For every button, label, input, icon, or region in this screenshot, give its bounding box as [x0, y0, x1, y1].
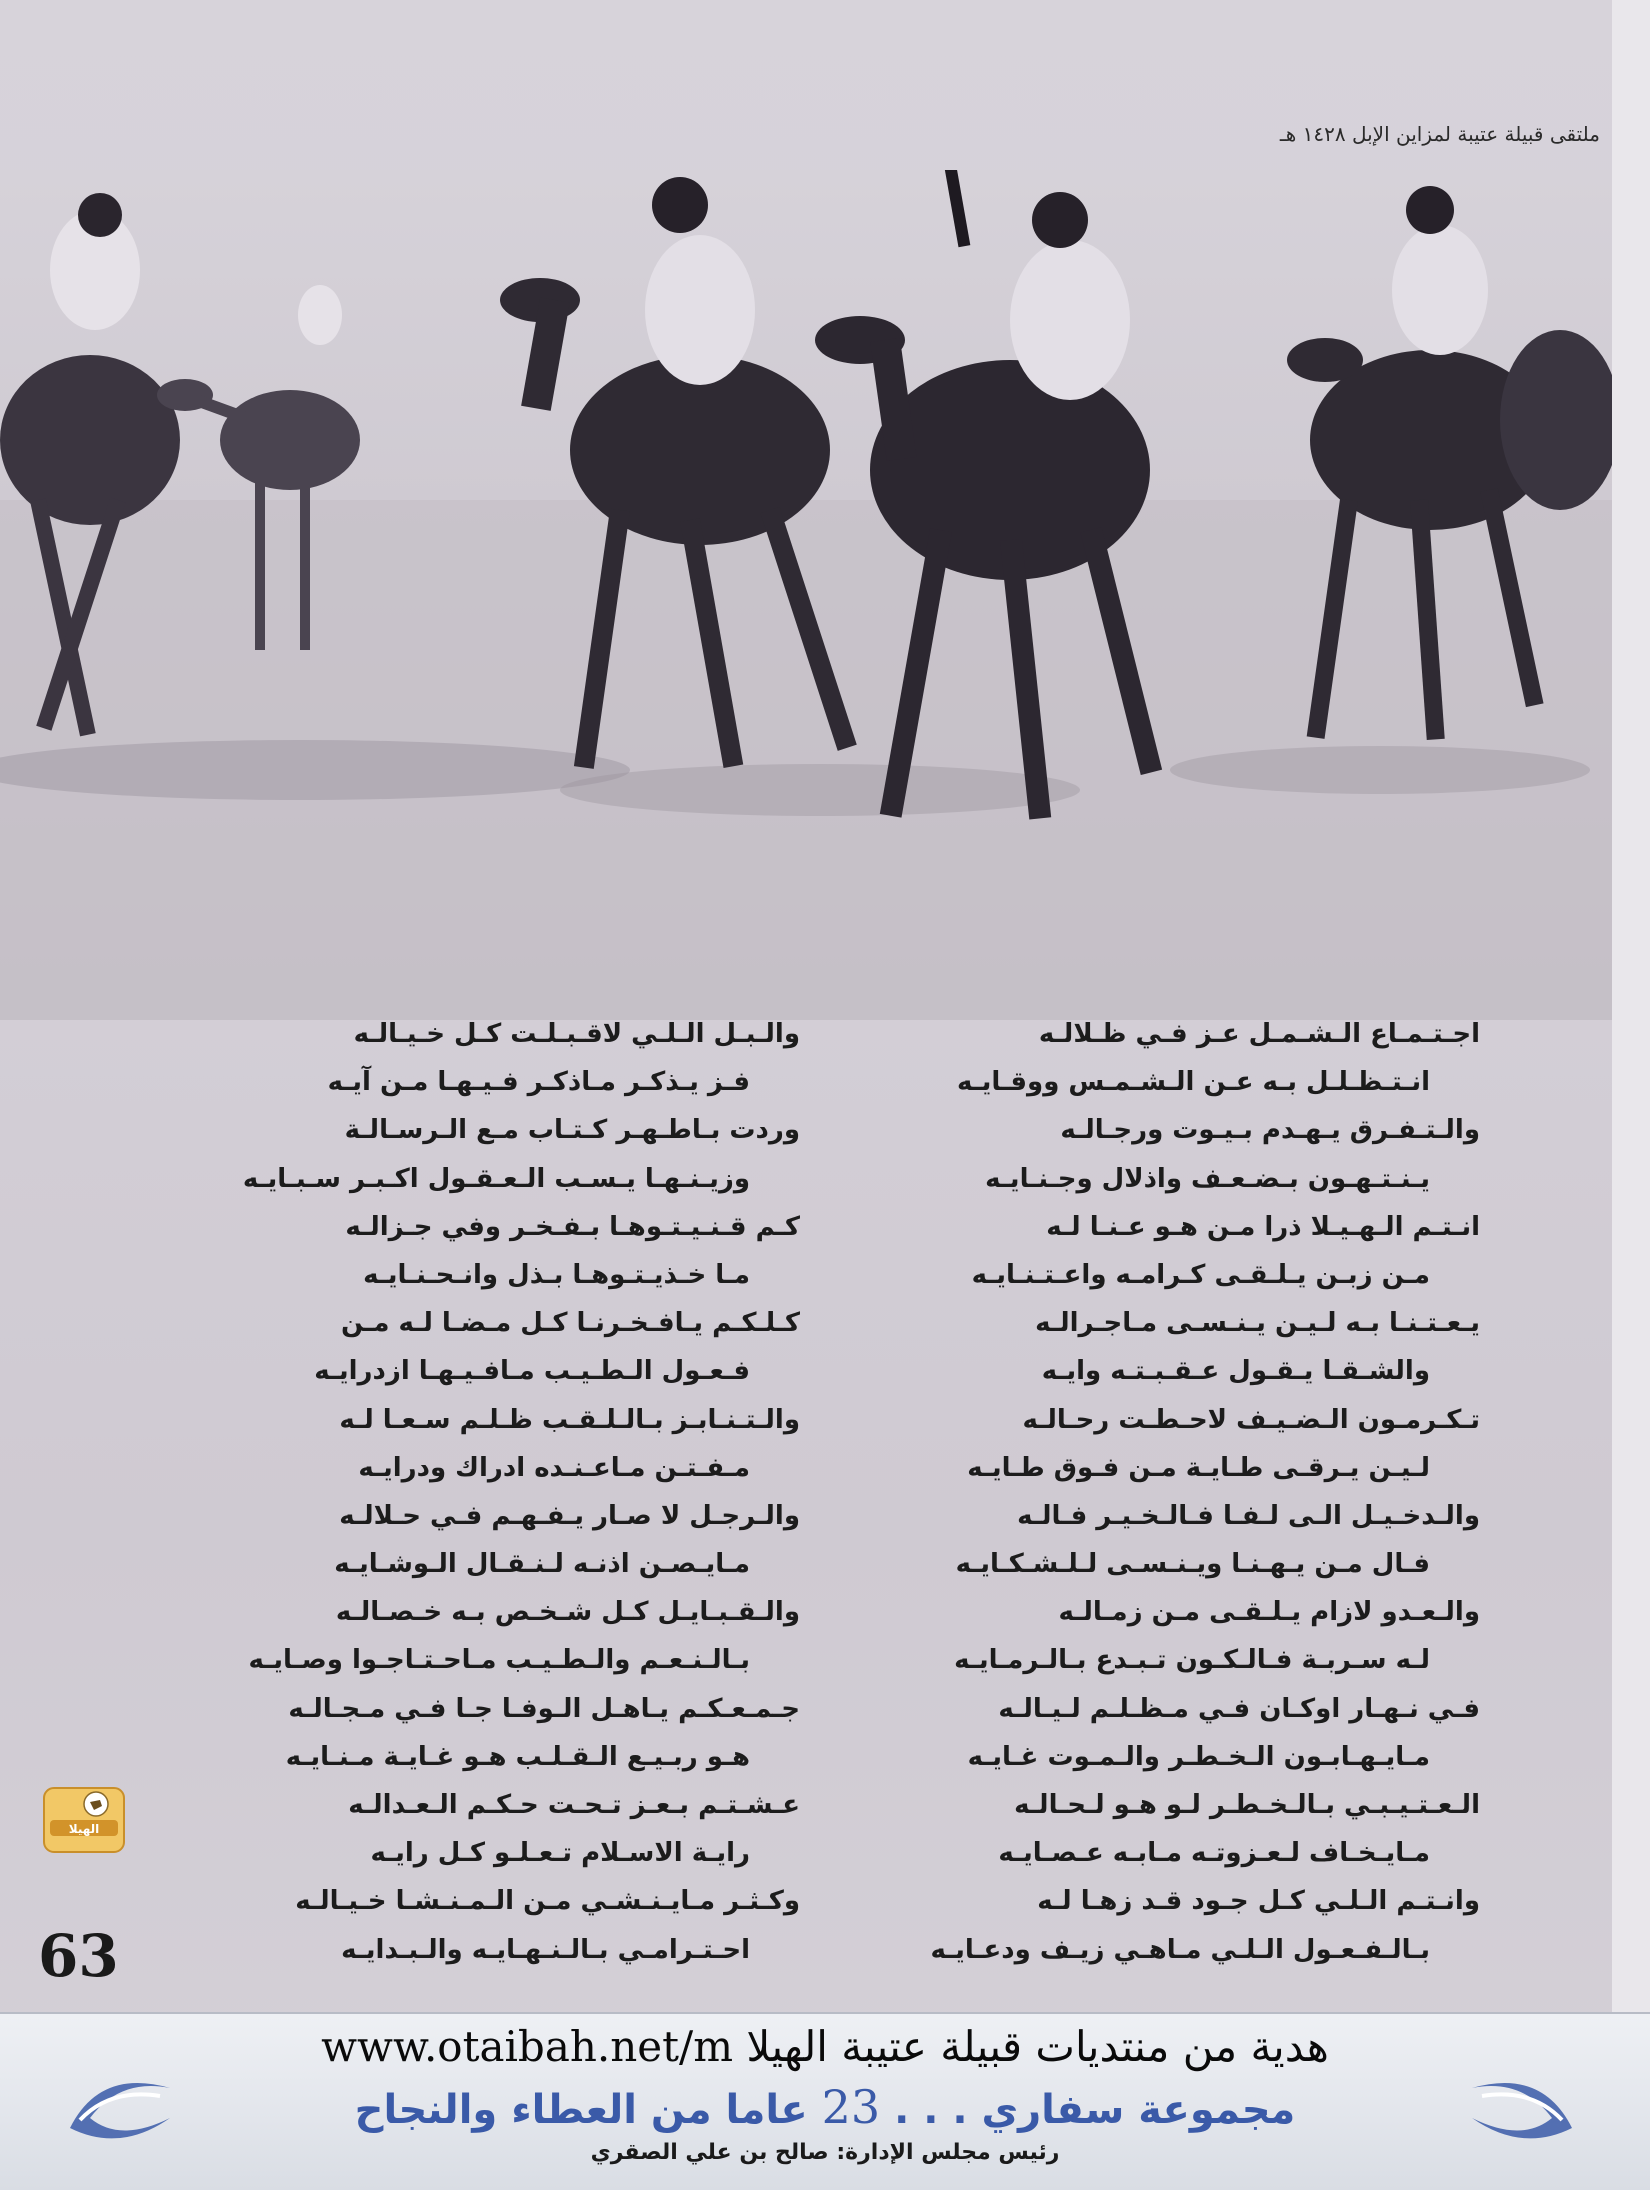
verse: فـي نـهـار اوكـان فـي مـظـلـم لـيـالـه — [998, 1693, 1480, 1724]
verse: مـايـخـاف لـعـزوتـه مـابـه عـصـايـه — [998, 1838, 1430, 1869]
verse: فـز يـذكـر مـاذكـر فـيـهـا مـن آيـه — [327, 1067, 750, 1098]
verse: والـرجـل لا صـار يـفـهـم فـي حـلالـه — [339, 1500, 800, 1531]
verse: مـن زبـن يـلـقـى كـرامـه واعـتـنـايـه — [971, 1259, 1430, 1290]
verse: والشـقـا يـقـول عـقـبـتـه وايـه — [1041, 1356, 1430, 1387]
verse: والـبـل الـلـي لاقـبـلـت كـل خـيـالـه — [353, 1019, 800, 1049]
verse: انـتـظـلـل بـه عـن الـشـمـس ووقـايـه — [956, 1067, 1430, 1098]
verse: لـيـن يـرقـى طـايـة مـن فـوق طـايـه — [967, 1452, 1430, 1483]
verse: احـتـرامـي بـالـنـهـايـه والـبـدايـه — [341, 1934, 750, 1965]
verse: وردت بـاطـهـر كـتـاب مـع الـرسـالـة — [344, 1115, 800, 1146]
verse: وانـتـم الـلـي كـل جـود قـد زهـا لـه — [1037, 1886, 1480, 1917]
verse: كـلـكـم يـافـخـرنـا كـل مـضـا لـه مـن — [341, 1308, 800, 1339]
verse: هـو ربـيـع الـقـلـب هـو غـايـة مـنـايـه — [285, 1741, 750, 1772]
page-right-margin — [1612, 0, 1650, 2188]
verse: والـتـنـابـز بـالـلـقـب ظـلـم سـعـا لـه — [339, 1404, 800, 1435]
verse: جـمـعـكـم يـاهـل الـوفـا جـا فـي مـجـالـه — [288, 1693, 800, 1724]
footer-website-line: www.otaibah.net/m هدية من منتديات قبيلة عتيبة الهيلا — [321, 2022, 1329, 2071]
poem-right-column — [830, 1010, 1480, 1974]
verse: مـا خـذيـتـوهـا بـذل وانـحـنـايـه — [363, 1259, 750, 1290]
footer-chairman: رئيس مجلس الإدارة: صالح بن علي الصقري — [590, 2140, 1060, 2165]
slogan-before: مجموعة سفاري . . . — [894, 2087, 1296, 2133]
verse: مـايـهـابـون الـخـطـر والـمـوت غـايـه — [967, 1741, 1430, 1772]
verse: فـعـول الـطـيـب مـافـيـهـا ازدرايـه — [314, 1356, 750, 1387]
verse: بـالـفـعـول الـلـي مـاهـي زيـف ودعـايـه — [930, 1934, 1430, 1965]
verse: يـنـتـهـون بـضـعـف واذلال وجـنـايـه — [985, 1163, 1430, 1194]
verse: رايـة الاسـلام تـعـلـو كـل رايـه — [370, 1838, 750, 1869]
verse: والـدخـيـل الـى لـفـا فـالـخـيـر فـالـه — [1017, 1500, 1480, 1531]
verse: مـايـصـن اذنـه لـنـقـال الـوشـايـه — [334, 1549, 750, 1580]
poem-left-column — [150, 1010, 800, 1974]
slogan-after: عاما من العطاء والنجاح — [354, 2087, 808, 2133]
verse: مـفـتـن مـاعـنـده ادراك ودرايـه — [358, 1452, 750, 1483]
running-header: ملتقى قبيلة عتيبة لمزاين الإبل ١٤٢٨ هـ — [1279, 122, 1600, 146]
verse: يـعـتـنـا بـه لـيـن يـنـسـى مـاجـرالـه — [1035, 1308, 1480, 1339]
verse: عـشـتـم بـعـز تـحـت حـكـم الـعـدالـه — [348, 1790, 800, 1820]
verse: وكـثـر مـايـنـشـي مـن الـمـنـشـا خـيـالـه — [295, 1886, 800, 1917]
logo-label: الهيلا — [68, 1822, 100, 1836]
verse: والـقـبـايـل كـل شـخـص بـه خـصـالـه — [335, 1597, 800, 1628]
camel-riders-photo — [0, 170, 1612, 1020]
page-number: 63 — [38, 1922, 119, 1990]
verse: انـتـم الـهـيـلا ذرا مـن هـو عـنـا لـه — [1046, 1211, 1480, 1242]
verse: والـعـدو لازام يـلـقـى مـن زمـالـه — [1058, 1597, 1480, 1628]
verse: وزيـنـهـا يـسـب الـعـقـول اكـبـر سـبـايـه — [242, 1163, 750, 1194]
verse: كـم قـنـيـتـوهـا بـفـخـر وفي جـزالـه — [345, 1211, 800, 1242]
falcon-logo-icon — [40, 1780, 128, 1860]
photo-illustration — [0, 170, 1612, 1020]
verse: تـكـرمـون الـضـيـف لاحـطـت رحـالـه — [1022, 1404, 1480, 1435]
verse: اجـتـمـاع الـشـمـل عـز فـي ظـلالـه — [1038, 1019, 1480, 1049]
verse: فـال مـن يـهـنـا ويـنـسـى لـلـشـكـايـه — [955, 1549, 1430, 1580]
verse: الـعـتـيـبـي بـالـخـطـر لـو هـو لـحـالـه — [1014, 1790, 1480, 1820]
footer-slogan — [0, 2080, 1650, 2134]
verse: والـتـفـرق يـهـدم بـيـوت ورجـالـه — [1060, 1115, 1480, 1146]
slogan-number: 23 — [821, 2080, 881, 2134]
verse: لـه سـربـة فـالـكـون تـبـدع بـالـرمـايـه — [954, 1645, 1430, 1676]
verse: بـالـنـعـم والـطـيـب مـاحـتـاجـوا وصـايـه — [248, 1645, 750, 1676]
